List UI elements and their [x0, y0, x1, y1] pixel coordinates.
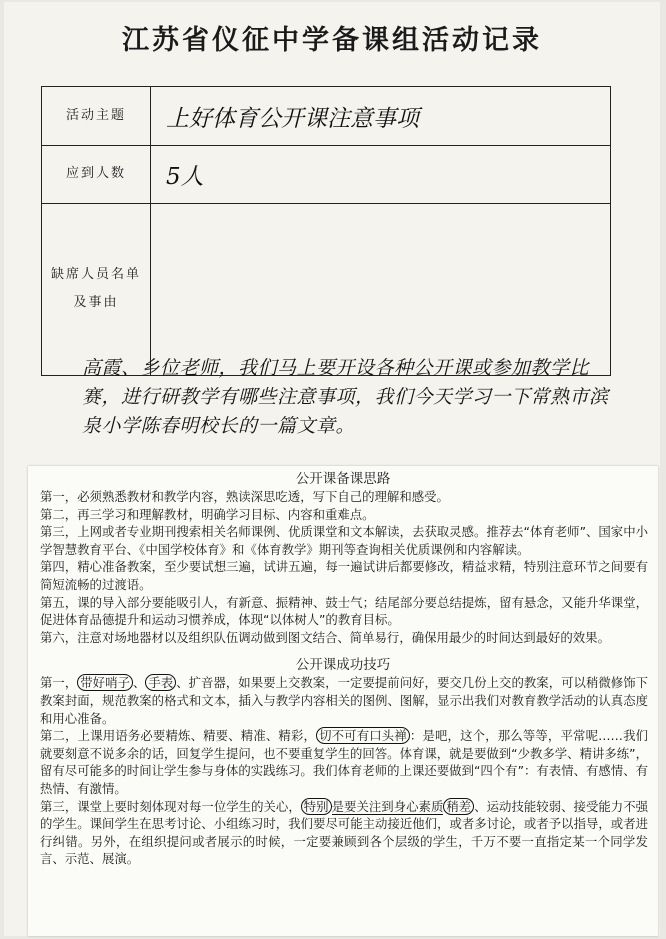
- form-row-absentees: [42, 203, 610, 375]
- circled-no-catchphrase: 切不可有口头禅: [316, 727, 410, 744]
- circled-weaker: 稍差: [443, 798, 474, 815]
- absentees-label-line2: 及事由: [73, 295, 119, 310]
- page-title: 江苏省仪征中学备课组活动记录: [122, 25, 542, 56]
- topic-label: [42, 87, 151, 145]
- absentees-label-line1: 缺席人员名单: [50, 267, 141, 282]
- record-form-table: [41, 86, 611, 376]
- circled-whistle: 带好哨子: [77, 674, 133, 691]
- absentees-label: [42, 203, 151, 375]
- printed-article-sheet: [28, 466, 658, 936]
- p1-separator: 、: [132, 675, 146, 691]
- section2-paragraph-1: [28, 674, 658, 727]
- section1-paragraph: 第三，上网或者专业期刊搜索相关名师课例、优质课堂和文本解读，去获取灵感。推荐去“体育老师”、国家中小学智慧教育平台、《中国学校体育》和《体育教学》期刊等查询相关优质课例和内容解读。: [40, 524, 648, 557]
- handwritten-note: 高霞、乡位老师，我们马上要开设各种公开课或参加教学比赛，进行研教学有哪些注意事项，我们今天学习一下常熟市滨泉小学陈春明校长的一篇文章。: [82, 357, 609, 437]
- attendance-label: [42, 145, 151, 203]
- section2-paragraph-2: [28, 727, 658, 797]
- section2-paragraph-3: [28, 798, 658, 868]
- section1-paragraph: 第五，课的导入部分要能吸引人，有新意、振精神、鼓士气；结尾部分要总结提炼，留有悬念，又能升华课堂，促进体育品德提升和运动习惯养成，体现“以体树人”的教育目标。: [40, 594, 648, 628]
- absentees-value: [152, 203, 610, 375]
- form-row-topic: [42, 87, 610, 146]
- paper: [4, 2, 660, 936]
- topic-label-text: 活动主题: [65, 108, 126, 123]
- section1-paragraph: 第六，注意对场地器材以及组织队伍调动做到图文结合、简单易行，确保用最少的时间达到最好的效果。: [40, 629, 610, 645]
- section1-title: 公开课备课思路: [295, 471, 391, 487]
- p3-rest: 、运动技能较弱、接受能力不强的学生。课间学生在思考讨论、小组练习时，我们要尽可能主动接近他们，或者多讨论，或者予以指导，或者进行纠错。另外，在组织提问或者展示的时候，一定要兼顾到各个层级的学生，千万不要一直指定某一个同学发言、示范、展演。: [40, 798, 649, 867]
- attendance-label-text: 应到人数: [65, 166, 126, 181]
- topic-value: 上好体育公开课注意事项: [166, 105, 419, 132]
- section1-paragraph: 第一，必须熟悉教材和教学内容，熟读深思吃透，写下自己的理解和感受。: [40, 489, 449, 504]
- p2-rest: ：是吧，这个，那么等等，平常呢……我们就要刻意不说多余的话，回复学生提问，也不要重复学生的回答。体育课，就是要做到“少教多学、精讲多练”，留有尽可能多的时间让学生参与身体的实践练习。我们体育老师的上课还要做到“四个有”：有表情、有感情、有热情、有激情。: [40, 728, 649, 796]
- p1-prefix: 第一，: [40, 675, 78, 691]
- p2-prefix: 第二，上课用语务必要精炼、精要、精准、精彩，: [40, 728, 317, 744]
- p3-prefix: 第三，课堂上要时刻体现对每一位学生的关心，: [40, 798, 301, 814]
- underlined-phrase: 是要关注到身心素质: [331, 798, 444, 814]
- p1-rest: 、扩音器，如果要上交教案，一定要提前问好，要交几份上交的教案，可以稍微修饰下教案封面，规范教案的格式和文本，插入与教学内容相关的图例、图解，显示出我们对教育教学活动的认真态度和用心准备。: [40, 675, 649, 726]
- circled-watch: 手表: [145, 674, 176, 691]
- circled-especially: 特别: [301, 798, 332, 815]
- attendance-value: 5人: [166, 163, 204, 190]
- section1-paragraph: 第四，精心准备教案，至少要试想三遍，试讲五遍，每一遍试讲后都要修改，精益求精，特别注意环节之间要有简短流畅的过渡语。: [40, 559, 648, 592]
- section2-title: 公开课成功技巧: [295, 657, 391, 674]
- form-row-attendance: [42, 145, 610, 204]
- section1-paragraph: 第二，再三学习和理解教材，明确学习目标、内容和重难点。: [40, 506, 375, 522]
